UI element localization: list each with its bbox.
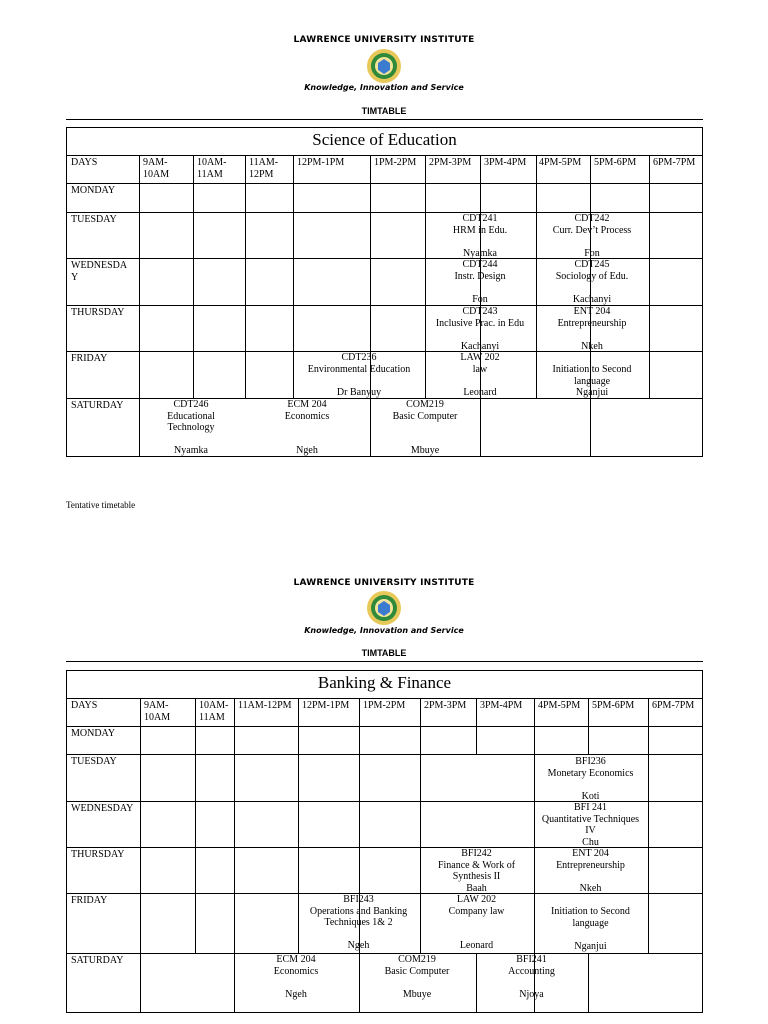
day-friday: FRIDAY <box>71 895 108 906</box>
tentative-note: Tentative timetable <box>66 500 136 510</box>
course-cell: CDT245 Sociology of Edu. Kachanyi <box>555 259 629 305</box>
course-cell: CDT243 Inclusive Prac. in Edu Kachanyi <box>435 306 525 352</box>
course-cell: COM219 Basic Computer Mbuye <box>392 399 458 456</box>
course-cell: Initiation to Second language Nganjui <box>552 364 632 398</box>
day-tuesday: TUESDAY <box>71 214 117 225</box>
course-cell: CDT244 Instr. Design Fon <box>454 259 506 305</box>
course-cell: BFI241 Accounting Njoya <box>508 954 555 1000</box>
header-5pm: 5PM-6PM <box>594 157 637 168</box>
course-cell: CDT236 Environmental Education Dr Banyuy <box>307 352 411 398</box>
day-wednesday: WEDNESDAY <box>71 803 134 814</box>
header-12pm: 12PM-1PM <box>302 700 350 711</box>
day-tuesday: TUESDAY <box>71 756 117 767</box>
timtable-heading: TIMTABLE <box>361 106 407 116</box>
table-title: Science of Education <box>312 130 457 149</box>
course-cell: Initiation to Second language Nganjui <box>551 906 630 952</box>
table-title: Banking & Finance <box>317 673 452 692</box>
course-cell: CDT242 Curr. Dev’t Process Fon <box>552 213 632 259</box>
divider <box>66 119 703 120</box>
day-saturday: SATURDAY <box>71 955 124 966</box>
day-thursday: THURSDAY <box>71 307 125 318</box>
header-2pm: 2PM-3PM <box>424 700 467 711</box>
header-days: DAYS <box>71 700 98 711</box>
university-logo <box>366 48 402 84</box>
header-2pm: 2PM-3PM <box>429 157 472 168</box>
header-5pm: 5PM-6PM <box>592 700 635 711</box>
university-logo <box>366 590 402 626</box>
header-10am: 10AM- 11AM <box>197 157 227 180</box>
day-monday: MONDAY <box>71 185 116 196</box>
institution-name: LAWRENCE UNIVERSITY INSTITUTE <box>293 35 475 45</box>
day-thursday: THURSDAY <box>71 849 125 860</box>
course-cell: COM219 Basic Computer Mbuye <box>384 954 450 1000</box>
course-cell: BFI243 Operations and Banking Techniques 1& 2 Ngeh <box>309 894 408 951</box>
header-days: DAYS <box>71 157 98 168</box>
header-12pm: 12PM-1PM <box>297 157 345 168</box>
day-saturday: SATURDAY <box>71 400 124 411</box>
day-friday: FRIDAY <box>71 353 108 364</box>
course-cell: LAW 202 law Leonard <box>460 352 500 398</box>
day-monday: MONDAY <box>71 728 116 739</box>
header-3pm: 3PM-4PM <box>484 157 527 168</box>
section-banking-finance <box>0 543 768 1024</box>
course-cell: CDT241 HRM in Edu. Nyamka <box>452 213 508 259</box>
header-6pm: 6PM-7PM <box>652 700 695 711</box>
course-cell: BFI242 Finance & Work of Synthesis II Baah <box>437 848 516 894</box>
timetable-banking-finance <box>66 670 703 1013</box>
motto: Knowledge, Innovation and Service <box>304 83 464 92</box>
section-science-of-education <box>0 0 768 510</box>
course-cell: ENT 204 Entrepreneurship Nkeh <box>557 306 627 352</box>
header-9am: 9AM- 10AM <box>144 700 171 723</box>
divider <box>66 661 703 662</box>
header-1pm: 1PM-2PM <box>363 700 406 711</box>
header-11am: 11AM-12PM <box>238 700 292 711</box>
course-cell: BFI236 Monetary Economics Koti <box>547 756 634 802</box>
course-cell: ECM 204 Economics Ngeh <box>284 399 330 456</box>
header-6pm: 6PM-7PM <box>653 157 696 168</box>
header-1pm: 1PM-2PM <box>374 157 417 168</box>
header-10am: 10AM- 11AM <box>199 700 229 723</box>
course-cell: ENT 204 Entrepreneurship Nkeh <box>556 848 625 894</box>
course-cell: CDT246 Educational Technology Nyamka <box>167 399 215 456</box>
course-cell: LAW 202 Company law Leonard <box>448 894 505 951</box>
header-3pm: 3PM-4PM <box>480 700 523 711</box>
day-wednesday: WEDNESDA Y <box>71 260 128 283</box>
timtable-heading: TIMTABLE <box>361 648 407 658</box>
header-4pm: 4PM-5PM <box>539 157 582 168</box>
header-4pm: 4PM-5PM <box>538 700 581 711</box>
header-11am: 11AM- 12PM <box>249 157 279 180</box>
course-cell: ECM 204 Economics Ngeh <box>273 954 319 1000</box>
header-9am: 9AM- 10AM <box>143 157 170 180</box>
institution-name: LAWRENCE UNIVERSITY INSTITUTE <box>293 578 475 588</box>
motto: Knowledge, Innovation and Service <box>304 626 464 635</box>
course-cell: BFI 241 Quantitative Techniques IV Chu <box>541 802 640 848</box>
timetable-science-of-education <box>66 127 703 457</box>
